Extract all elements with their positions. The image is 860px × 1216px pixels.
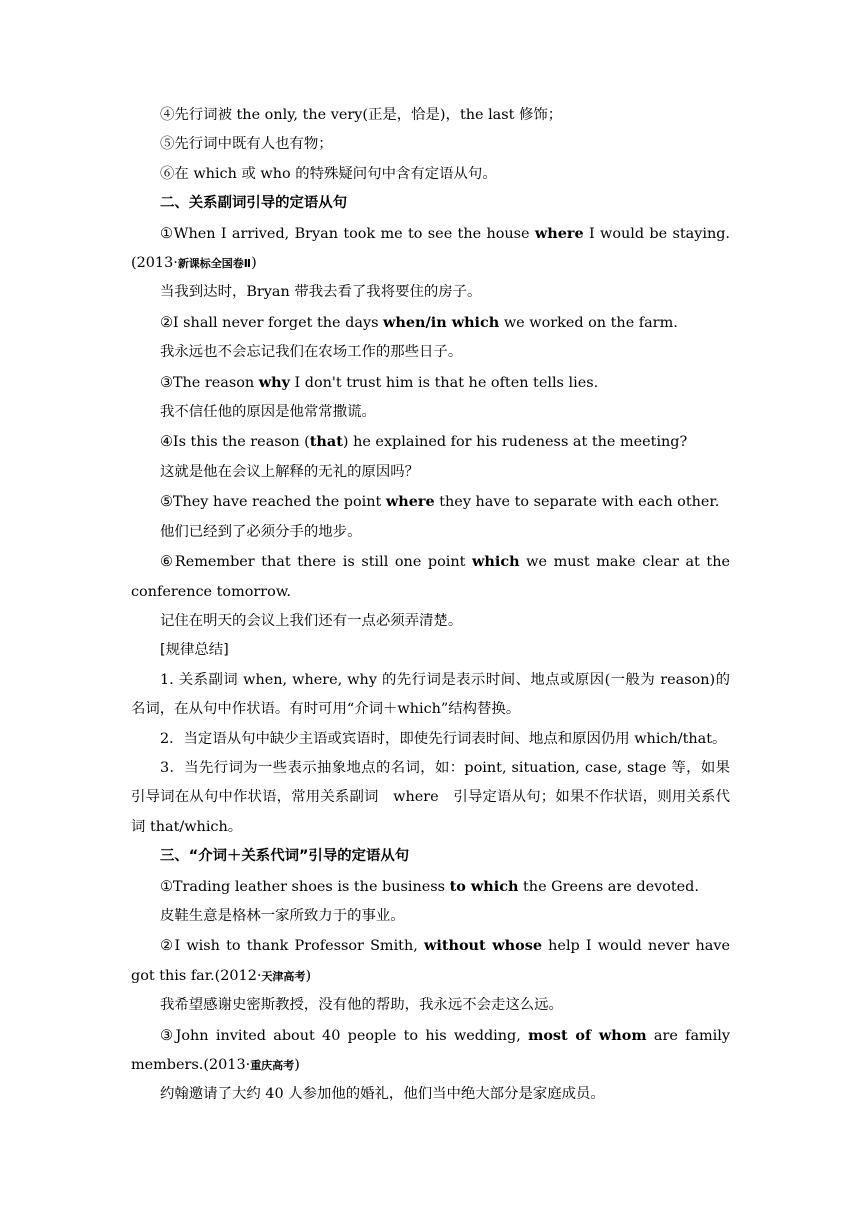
summary-rule-3: 3．当先行词为一些表示抽象地点的名词，如：point, situation, case, stage 等，如果引导词在从句中作状语，常用关系副词 where 引导定语从句；如果不作状语，则用关系代词 that/which。	[131, 759, 730, 835]
example-adverb-3: ③The reason why I don't trust him is that he often tells lies.	[160, 373, 599, 391]
rule-item-6: ⑥在 which 或 who 的特殊疑问句中含有定语从句。	[160, 165, 497, 182]
source-label: 天津高考	[261, 969, 306, 983]
summary-rule-1: 1. 关系副词 when, where, why 的先行词是表示时间、地点或原因(一般为 reason)的名词，在从句中作状语。有时可用“介词＋which”结构替换。	[131, 671, 730, 718]
example-adverb-2: ②I shall never forget the days when/in which we worked on the farm.	[160, 313, 678, 331]
document-body	[131, 101, 730, 1110]
section-heading-2: 二、关系副词引导的定语从句	[160, 195, 348, 212]
section-heading-3: 三、“介词＋关系代词”引导的定语从句	[160, 848, 410, 865]
summary-label: [规律总结]	[160, 642, 229, 659]
example-adverb-4: ④Is this the reason (that) he explained for his rudeness at the meeting?	[160, 433, 688, 451]
example-prep-2: ②I wish to thank Professor Smith, without whose help I would never have got this far.(2012·天津高考)	[131, 937, 731, 984]
source-label: 重庆高考	[250, 1059, 295, 1072]
translation-3: 我不信任他的原因是他常常撒谎。	[160, 404, 376, 421]
rule-item-4: ④先行词被 the only, the very(正是，恰是)，the last 修饰；	[160, 107, 563, 123]
example-prep-3: ③John invited about 40 people to his wedding, most of whom are family members.(2013·重庆高考)	[131, 1026, 730, 1073]
source-label: 新课标全国卷Ⅱ	[177, 257, 252, 271]
translation-4: 这就是他在会议上解释的无礼的原因吗？	[160, 463, 420, 480]
summary-rule-2: 2．当定语从句中缺少主语或宾语时，即使先行词表时间、地点和原因仍用 which/that。	[160, 730, 727, 747]
example-adverb-1: ①When I arrived, Bryan took me to see the house where I would be staying.(2013·新课标全国卷Ⅱ)	[131, 224, 730, 272]
translation-2: 我永远也不会忘记我们在农场工作的那些日子。	[160, 344, 463, 361]
example-prep-1: ①Trading leather shoes is the business to which the Greens are devoted.	[160, 877, 699, 895]
translation-6: 记住在明天的会议上我们还有一点必须弄清楚。	[160, 612, 463, 629]
translation-prep-3: 约翰邀请了大约 40 人参加他的婚礼，他们当中绝大部分是家庭成员。	[160, 1086, 605, 1103]
translation-1: 当我到达时，Bryan 带我去看了我将要住的房子。	[160, 284, 482, 301]
rule-item-5: ⑤先行词中既有人也有物；	[160, 136, 333, 153]
translation-prep-1: 皮鞋生意是格林一家所致力于的事业。	[160, 907, 405, 924]
example-adverb-6: ⑥Remember that there is still one point which we must make clear at the conference tomorrow.	[131, 553, 730, 600]
translation-prep-2: 我希望感谢史密斯教授，没有他的帮助，我永远不会走这么远。	[160, 997, 563, 1014]
example-adverb-5: ⑤They have reached the point where they have to separate with each other.	[160, 493, 720, 511]
translation-5: 他们已经到了必须分手的地步。	[160, 523, 362, 540]
